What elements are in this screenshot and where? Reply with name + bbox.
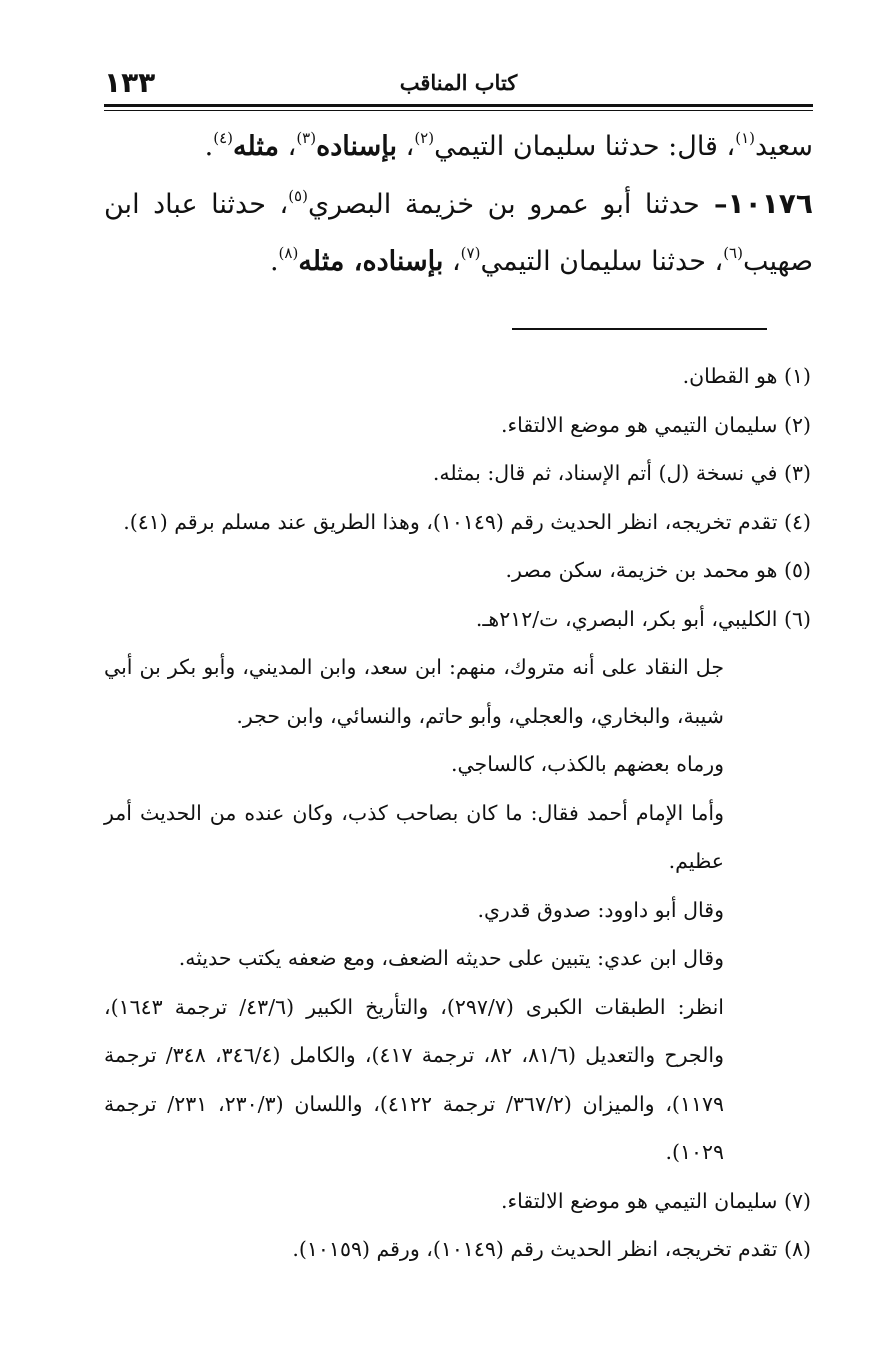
text-run: ، قال: حدثنا سليمان التيمي bbox=[434, 131, 736, 162]
footnote-ref: (١) bbox=[735, 129, 756, 147]
footnote-8: (٨) تقدم تخريجه، انظر الحديث رقم (١٠١٤٩)، ورقم (١٠١٥٩). bbox=[292, 1237, 811, 1261]
footnote-6-references: انظر: الطبقات الكبرى (٢٩٧/٧)، والتأريخ الكبير (٤٣/٦/ ترجمة ١٦٤٣)، والجرح والتعديل (٨١/٦، ٨٢، ترجمة ٤١٧)، والكامل (٣٤٦/٤، ٣٤٨/ ترجمة ١١٧٩)، والميزان (٣٦٧/٢/ ترجمة ٤١٢٢)، واللسان (٢٣٠/٣، ٢٣١/ ترجمة ١٠٢٩). bbox=[104, 994, 724, 1164]
footnote-5: (٥) هو محمد بن خزيمة، سكن مصر. bbox=[505, 558, 811, 582]
footnote-7: (٧) سليمان التيمي هو موضع الالتقاء. bbox=[500, 1188, 811, 1213]
hadith-paragraph bbox=[104, 175, 813, 290]
footnote-ref: (٤) bbox=[213, 129, 233, 147]
footnote-ref: (٨) bbox=[278, 244, 299, 262]
footnote-6-detail: جل النقاد على أنه متروك، منهم: ابن سعد، وابن المديني، وأبو بكر بن أبي شيبة، والبخاري، والعجلي، وأبو حاتم، والنسائي، وابن حجر. bbox=[104, 655, 724, 728]
text-run: ، bbox=[397, 131, 415, 162]
text-run: ، حدثنا عباد ابن صهيب bbox=[104, 189, 813, 277]
footnote-1: (١) هو القطان. bbox=[682, 364, 811, 388]
text-run: ، bbox=[279, 131, 297, 162]
text-run: . bbox=[204, 131, 214, 162]
text-run: ، حدثنا سليمان التيمي bbox=[480, 246, 724, 277]
text-run: سعيد bbox=[755, 131, 813, 162]
footnote-3: (٣) في نسخة (ل) أتم الإسناد، ثم قال: بمثله. bbox=[432, 461, 811, 485]
footnote-ref: (٣) bbox=[296, 129, 317, 147]
text-run: ، bbox=[443, 246, 461, 277]
header-rule-thin bbox=[104, 110, 813, 111]
page-header bbox=[104, 64, 813, 104]
main-line-1 bbox=[104, 118, 813, 175]
footnote-ref: (٦) bbox=[723, 244, 743, 262]
footnotes bbox=[104, 352, 811, 1274]
footnote-separator bbox=[512, 328, 767, 330]
footnote-2: (٢) سليمان التيمي هو موضع الالتقاء. bbox=[500, 412, 811, 437]
bold-run: مثله bbox=[232, 131, 280, 162]
bold-run: بإسناده bbox=[316, 131, 398, 162]
footnote-4: (٤) تقدم تخريجه، انظر الحديث رقم (١٠١٤٩)، وهذا الطريق عند مسلم برقم (٤١). bbox=[123, 509, 811, 534]
main-text bbox=[104, 118, 813, 290]
text-run: حدثنا أبو عمرو بن خزيمة البصري bbox=[307, 189, 700, 220]
footnote-6: (٦) الكليبي، أبو بكر، البصري، ت/٢١٢هـ. bbox=[475, 606, 811, 631]
footnote-6-detail: وقال ابن عدي: يتبين على حديثه الضعف، ومع ضعفه يكتب حديثه. bbox=[178, 946, 724, 970]
footnote-ref: (٥) bbox=[288, 187, 308, 205]
footnote-6-detail: ورماه بعضهم بالكذب، كالساجي. bbox=[450, 752, 724, 776]
bold-run: بإسناده، مثله bbox=[298, 246, 444, 277]
footnote-6-detail: وقال أبو داوود: صدوق قدري. bbox=[477, 897, 724, 922]
footnote-6-detail: وأما الإمام أحمد فقال: ما كان بصاحب كذب، وكان عنده من الحديث أمر عظيم. bbox=[104, 800, 724, 873]
header-rule-thick bbox=[104, 104, 813, 107]
footnote-ref: (٢) bbox=[414, 129, 435, 147]
footnote-ref: (٧) bbox=[460, 244, 481, 262]
text-run: . bbox=[269, 246, 279, 277]
page-number: ١٣٣ bbox=[104, 66, 156, 99]
hadith-dash: – bbox=[699, 189, 728, 220]
running-title: كتاب المناقب bbox=[399, 70, 518, 95]
hadith-number: ١٠١٧٦ bbox=[727, 187, 813, 220]
